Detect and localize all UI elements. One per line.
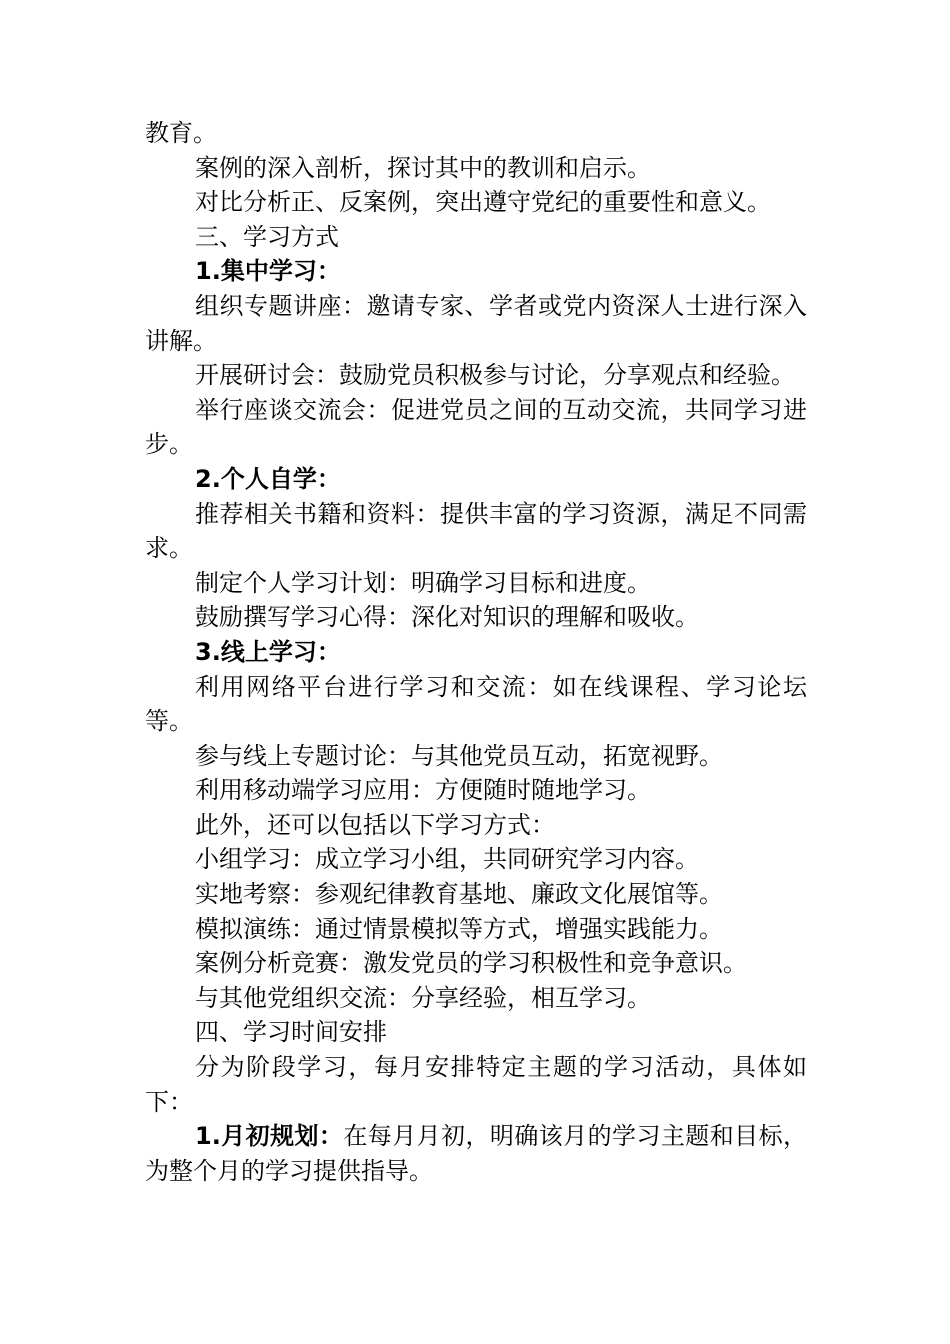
paragraph	[145, 1119, 807, 1188]
paragraph: 举行座谈交流会：促进党员之间的互动交流，共同学习进步。	[145, 395, 807, 459]
document-body	[145, 116, 807, 1188]
paragraph: 与其他党组织交流：分享经验，相互学习。	[195, 983, 651, 1012]
paragraph: 对比分析正、反案例，突出遵守党纪的重要性和意义。	[195, 188, 771, 217]
paragraph: 制定个人学习计划：明确学习目标和进度。	[195, 568, 651, 597]
paragraph: 此外，还可以包括以下学习方式：	[195, 810, 555, 839]
paragraph: 小组学习：成立学习小组，共同研究学习内容。	[195, 845, 699, 874]
subsection-heading: 2.个人自学：	[195, 464, 341, 493]
paragraph: 案例的深入剖析，探讨其中的教训和启示。	[195, 153, 651, 182]
paragraph: 利用网络平台进行学习和交流：如在线课程、学习论坛等。	[145, 672, 807, 736]
paragraph: 案例分析竞赛：激发党员的学习积极性和竞争意识。	[195, 949, 747, 978]
subsection-heading: 1.集中学习：	[195, 257, 341, 286]
paragraph: 参与线上专题讨论：与其他党员互动，拓宽视野。	[195, 741, 723, 770]
paragraph: 开展研讨会：鼓励党员积极参与讨论，分享观点和经验。	[195, 361, 795, 390]
paragraph: 推荐相关书籍和资料：提供丰富的学习资源，满足不同需求。	[145, 499, 807, 563]
paragraph: 实地考察：参观纪律教育基地、廉政文化展馆等。	[195, 880, 723, 909]
subsection-heading: 3.线上学习：	[195, 637, 341, 666]
paragraph: 组织专题讲座：邀请专家、学者或党内资深人士进行深入讲解。	[145, 291, 807, 355]
inline-bold-label: 1.月初规划：	[195, 1122, 344, 1151]
paragraph: 模拟演练：通过情景模拟等方式，增强实践能力。	[195, 914, 723, 943]
paragraph-text: 在每月月初，明确该月的学习主题和目标，为整个月的学习提供指导。	[145, 1122, 807, 1185]
paragraph: 分为阶段学习，每月安排特定主题的学习活动，具体如下：	[145, 1053, 807, 1116]
section-heading: 四、学习时间安排	[195, 1018, 387, 1047]
paragraph: 利用移动端学习应用：方便随时随地学习。	[195, 776, 651, 805]
paragraph: 教育。	[145, 119, 217, 147]
paragraph: 鼓励撰写学习心得：深化对知识的理解和吸收。	[195, 603, 699, 632]
section-heading: 三、学习方式	[195, 222, 339, 251]
